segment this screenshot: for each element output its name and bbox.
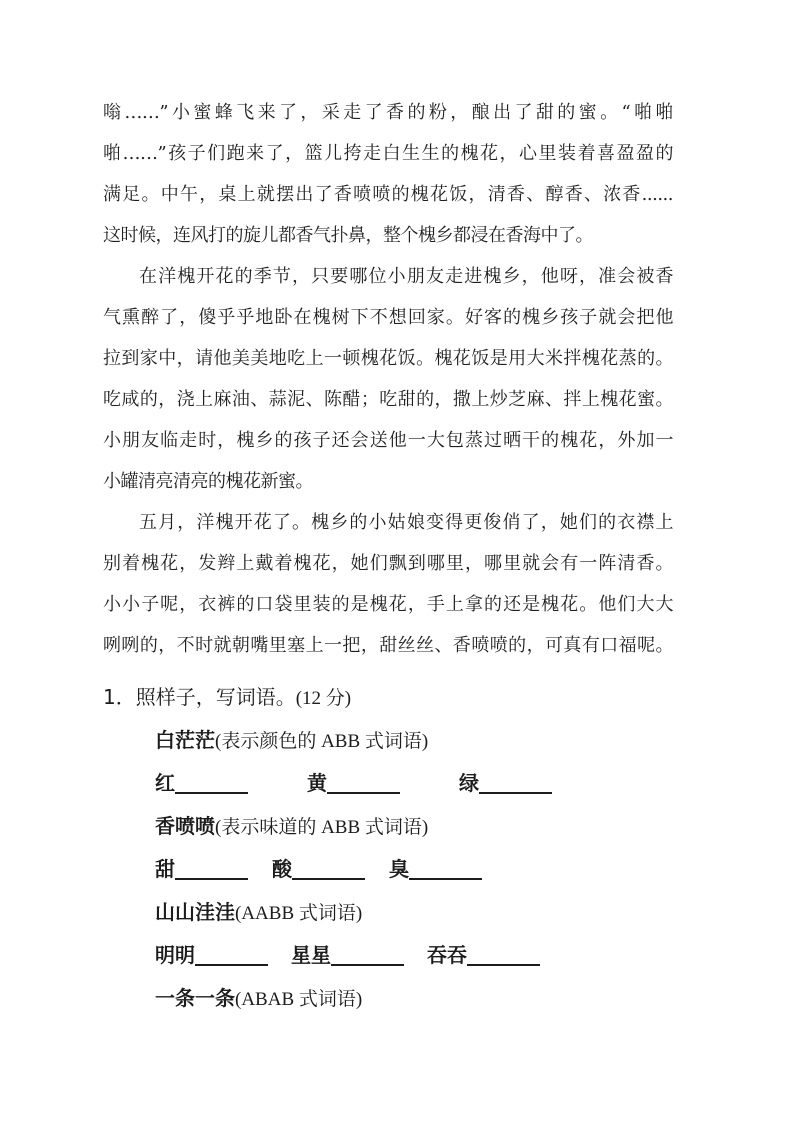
exercise-section bbox=[103, 676, 673, 1020]
example-note: (表示味道的 ABB 式词语) bbox=[215, 817, 429, 838]
answer-blank bbox=[479, 791, 552, 794]
word-item bbox=[459, 762, 552, 807]
word-item bbox=[155, 934, 268, 979]
passage-line: 嗡……”小蜜蜂飞来了，采走了香的粉，酿出了甜的蜜。“啪啪 bbox=[103, 102, 673, 123]
answer-blank bbox=[175, 791, 248, 794]
passage-line: 咧咧的，不时就朝嘴里塞上一把，甜丝丝、香喷喷的，可真有口福呢。 bbox=[103, 635, 673, 656]
word-stem: 红 bbox=[155, 771, 175, 795]
passage-line: 满足。中午，桌上就摆出了香喷喷的槐花饭，清香、醇香、浓香...... bbox=[103, 184, 673, 205]
reading-passage bbox=[103, 92, 673, 666]
answer-blank bbox=[327, 791, 400, 794]
passage-line: 这时候，连风打的旋儿都香气扑鼻，整个槐乡都浸在香海中了。 bbox=[103, 225, 593, 246]
passage-line: 小朋友临走时，槐乡的孩子还会送他一大包蒸过晒干的槐花，外加一 bbox=[103, 430, 673, 451]
word-item bbox=[155, 848, 248, 893]
word-stem: 星星 bbox=[291, 943, 331, 967]
example-note: (AABB 式词语) bbox=[235, 903, 363, 924]
example-line bbox=[103, 805, 673, 848]
example-word: 山山洼洼 bbox=[155, 900, 235, 924]
word-item bbox=[272, 848, 365, 893]
example-word: 一条一条 bbox=[155, 986, 235, 1010]
passage-line: 别着槐花，发辫上戴着槐花，她们飘到哪里，哪里就会有一阵清香。 bbox=[103, 553, 673, 574]
example-word: 香喷喷 bbox=[155, 814, 215, 838]
word-stem: 黄 bbox=[307, 771, 327, 795]
passage-line: 吃咸的，浇上麻油、蒜泥、陈醋；吃甜的，撒上炒芝麻、拌上槐花蜜。 bbox=[103, 389, 673, 410]
question-number-and-prompt: 1．照样子，写词语。 bbox=[103, 685, 296, 709]
word-item bbox=[291, 934, 404, 979]
question-score: (12 分) bbox=[295, 688, 352, 709]
word-stem: 臭 bbox=[389, 857, 409, 881]
answer-blank bbox=[175, 877, 248, 880]
example-line bbox=[103, 719, 673, 762]
answer-row bbox=[103, 934, 673, 977]
passage-line: 啪……”孩子们跑来了，篮儿挎走白生生的槐花，心里装着喜盈盈的 bbox=[103, 143, 673, 164]
passage-line: 气熏醉了，傻乎乎地卧在槐树下不想回家。好客的槐乡孩子就会把他 bbox=[103, 307, 673, 328]
passage-line: 小罐清亮清亮的槐花新蜜。 bbox=[103, 471, 313, 492]
example-word: 白茫茫 bbox=[155, 728, 215, 752]
word-item bbox=[307, 762, 400, 807]
word-stem: 酸 bbox=[272, 857, 292, 881]
answer-blank bbox=[292, 877, 365, 880]
passage-line: 在洋槐开花的季节，只要哪位小朋友走进槐乡，他呀，准会被香 bbox=[139, 266, 673, 287]
word-stem: 吞吞 bbox=[427, 943, 467, 967]
page-content bbox=[103, 92, 673, 1020]
answer-row bbox=[103, 848, 673, 891]
answer-blank bbox=[195, 963, 268, 966]
word-item bbox=[427, 934, 540, 979]
answer-blank bbox=[331, 963, 404, 966]
question-heading bbox=[103, 676, 673, 719]
example-note: (ABAB 式词语) bbox=[235, 989, 363, 1010]
passage-line: 五月，洋槐开花了。槐乡的小姑娘变得更俊俏了，她们的衣襟上 bbox=[139, 512, 673, 533]
passage-line: 拉到家中，请他美美地吃上一顿槐花饭。槐花饭是用大米拌槐花蒸的。 bbox=[103, 348, 673, 369]
word-stem: 绿 bbox=[459, 771, 479, 795]
word-stem: 明明 bbox=[155, 943, 195, 967]
word-item bbox=[155, 762, 248, 807]
answer-blank bbox=[467, 963, 540, 966]
example-line bbox=[103, 977, 673, 1020]
example-note: (表示颜色的 ABB 式词语) bbox=[215, 731, 429, 752]
answer-row bbox=[103, 762, 673, 805]
example-line bbox=[103, 891, 673, 934]
passage-line: 小小子呢，衣裤的口袋里装的是槐花，手上拿的还是槐花。他们大大 bbox=[103, 594, 673, 615]
answer-blank bbox=[409, 877, 482, 880]
word-stem: 甜 bbox=[155, 857, 175, 881]
word-item bbox=[389, 848, 482, 893]
